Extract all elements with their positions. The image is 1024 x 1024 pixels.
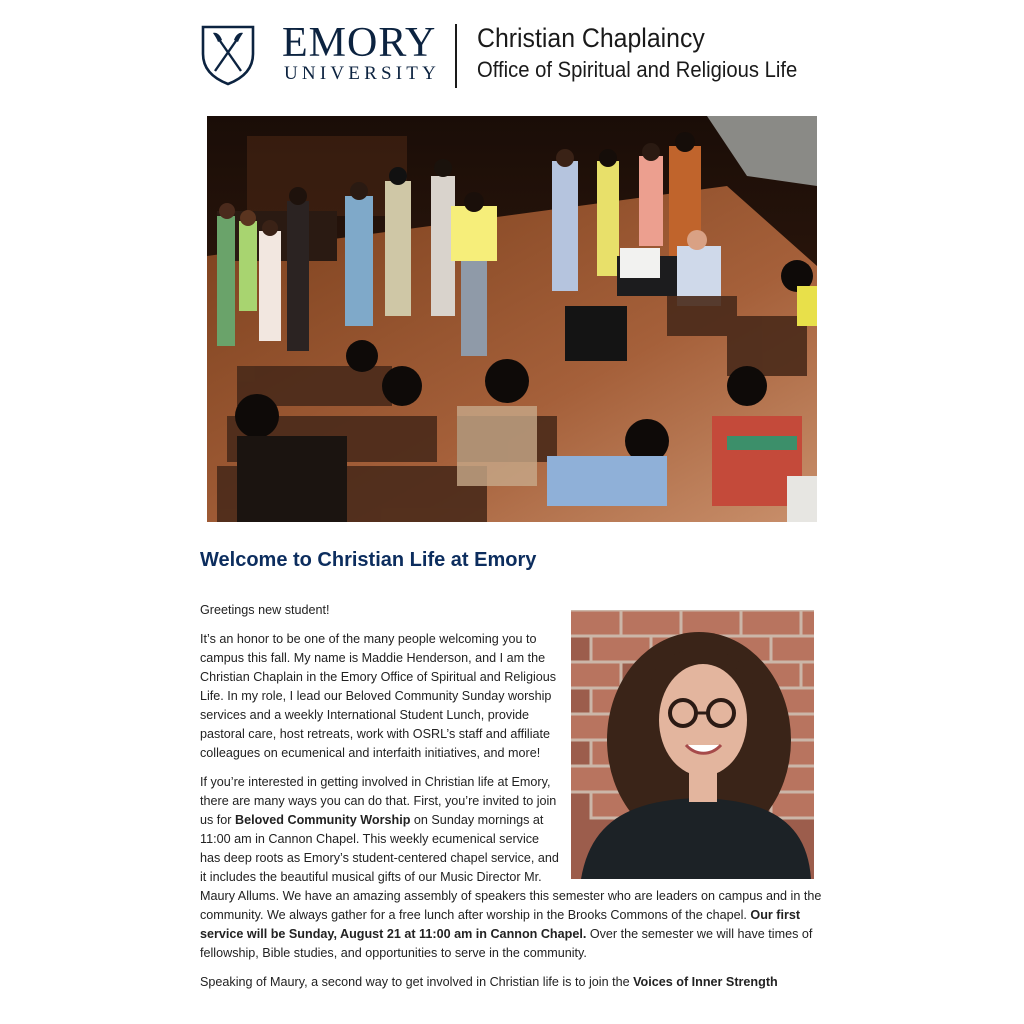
choir-performance-photo (207, 116, 817, 522)
page-heading: Welcome to Christian Life at Emory (200, 549, 537, 571)
worship-text-1: If you’re interested in getting involved in Christian life at Emory, there are many ways you can do that. First, you’re invited to join us for (200, 775, 557, 827)
intro-paragraph: It’s an honor to be one of the many people welcoming you to campus this fall. My name is Maddie Henderson, and I am the Christian Chaplain in the Emory Office of Spiritual and Religious Life. In my role, I lead our Beloved Community Sunday worship services and a weekly International Student Lunch, provide pastoral care, host retreats, work with OSRL’s staff and affiliate colleagues on ecumenical and interfaith initiatives, and more! (200, 632, 557, 760)
chaplain-portrait-photo (571, 610, 814, 879)
letterhead (200, 22, 830, 92)
worship-text-3: Over the semester we will have times of fellowship, Bible studies, and opportunities to serve in the community. (200, 927, 813, 960)
choir-name: Voices of Inner Strength (633, 975, 778, 989)
emory-shield-icon (200, 24, 256, 86)
office-subtitle: Office of Spiritual and Religious Life (477, 57, 798, 82)
choir-paragraph (200, 973, 825, 992)
first-service-notice: Our first service will be Sunday, August 21 at 11:00 am in Cannon Chapel. (200, 908, 801, 941)
header-divider (455, 24, 457, 88)
article-body (200, 601, 825, 1002)
greeting-text: Greetings new student! (200, 603, 330, 617)
portrait-image (571, 610, 814, 879)
hero-photo (207, 116, 817, 522)
worship-text-2: on Sunday mornings at 11:00 am in Cannon Chapel. This weekly ecumenical service has deep roots as Emory’s student-centered chapel service, and it includes the beautiful musical gifts of our Music Director Mr. Maury Allums. We have an amazing assembly of speakers this semester who are leaders on campus and in the community. We always gather for a free lunch after worship in the Brooks Commons of the chapel. (200, 813, 822, 922)
university-wordmark: UNIVERSITY (284, 63, 440, 84)
worship-service-name: Beloved Community Worship (235, 813, 411, 827)
choir-text-1: Speaking of Maury, a second way to get involved in Christian life is to join the (200, 975, 634, 989)
emory-wordmark: EMORY (282, 20, 437, 66)
department-title: Christian Chaplaincy (477, 23, 705, 53)
